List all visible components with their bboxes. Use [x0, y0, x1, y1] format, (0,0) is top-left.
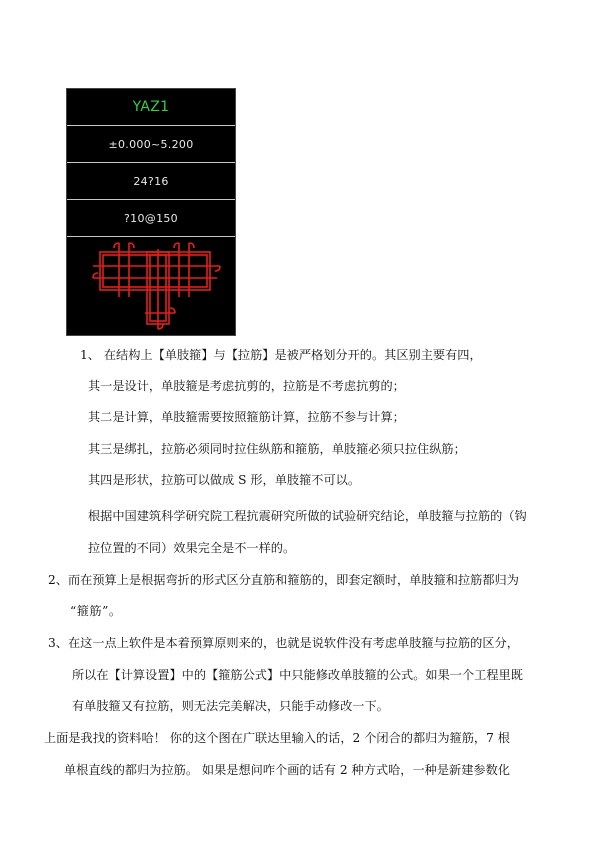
difference-binding: 其三是绑扎，拉筋必须同时拉住纵筋和箍筋，单肢箍必须只拉住纵筋； [88, 442, 466, 456]
difference-calculation: 其二是计算，单肢箍需要按照箍筋计算，拉筋不参与计算； [88, 410, 405, 424]
longitudinal-rebar: 24?16 [133, 174, 169, 188]
elevation-range: ±0.000~5.200 [108, 137, 194, 151]
difference-shape: 其四是形状，拉筋可以做成 S 形，单肢箍不可以。 [88, 473, 361, 487]
paragraph-2-line-1: 2、而在预算上是根据弯折的形式区分直筋和箍筋的，即套定额时，单肢箍和拉筋都归为 [48, 573, 519, 587]
research-note-line-2: 拉位置的不同）效果完全是不一样的。 [88, 541, 296, 555]
column-table-image [66, 88, 236, 336]
difference-design: 其一是设计，单肢箍是考虑抗剪的，拉筋是不考虑抗剪的； [88, 379, 405, 393]
research-note-line-1: 根据中国建筑科学研究院工程抗震研究所做的试验研究结论，单肢箍与拉筋的（钩 [88, 509, 527, 523]
stirrup-spec: ?10@150 [124, 211, 178, 225]
stirrup-outline [100, 252, 210, 290]
column-section-drawing [67, 89, 237, 337]
paragraph-3-line-2: 所以在【计算设置】中的【箍筋公式】中只能修改单肢箍的公式。如果一个工程里既 [72, 668, 523, 682]
paragraph-2-line-2: “箍筋”。 [70, 604, 122, 618]
paragraph-3-line-1: 3、在这一点上软件是本着预算原则来的，也就是说软件没有考虑单肢箍与拉筋的区分， [48, 636, 519, 650]
column-id: YAZ1 [132, 99, 170, 115]
paragraph-3-line-3: 有单肢箍又有拉筋，则无法完美解决，只能手动修改一下。 [72, 699, 389, 713]
paragraph-4-line-1: 上面是我找的资料哈！ 你的这个图在广联达里输入的话，2 个闭合的都归为箍筋，7 根 [44, 731, 510, 745]
paragraph-1-intro: 1、 在结构上【单肢箍】与【拉筋】是被严格划分开的。其区别主要有四， [80, 348, 482, 362]
paragraph-4-line-2: 单根直线的都归为拉筋。 如果是想问咋个画的话有 2 种方式哈，一种是新建参数化 [64, 763, 510, 777]
